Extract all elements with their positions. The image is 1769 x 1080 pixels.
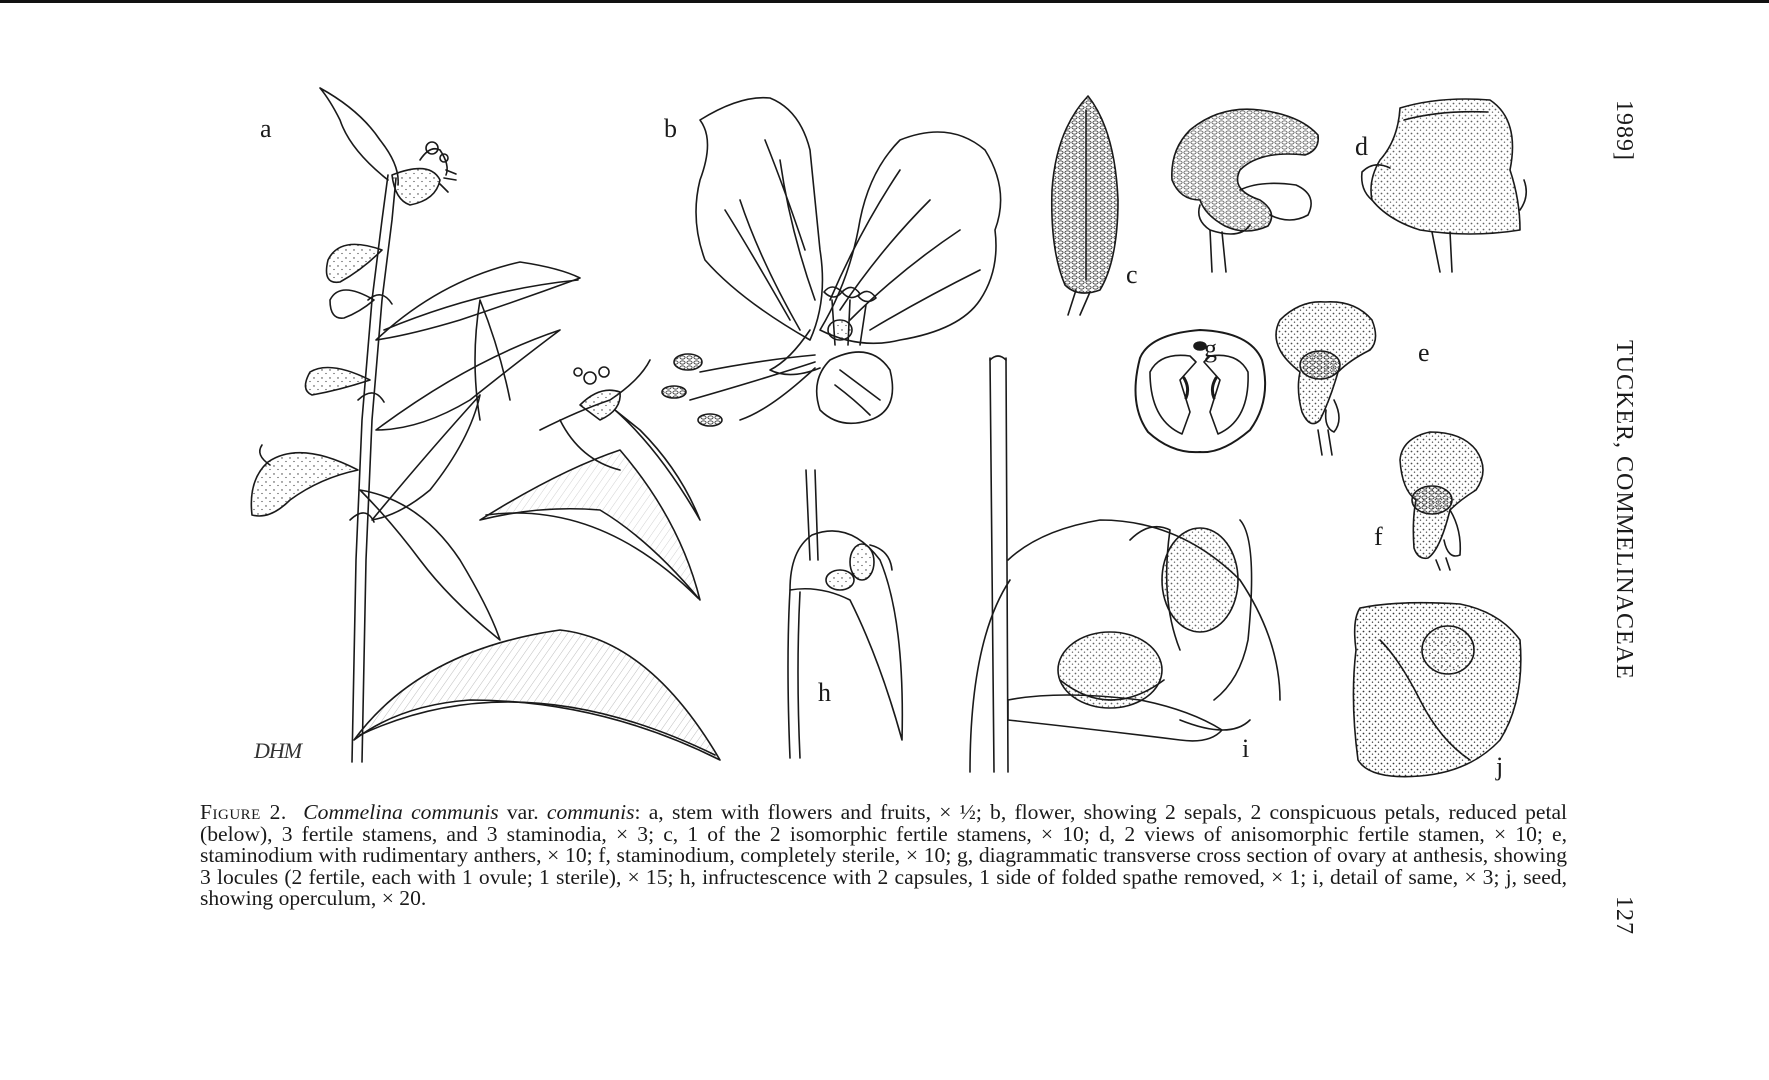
panel-a-plant-drawing xyxy=(251,88,720,762)
panel-i-detail-drawing xyxy=(970,356,1280,772)
panel-c-stamen-drawing xyxy=(1052,96,1118,315)
variety-name: communis xyxy=(546,800,635,824)
figure-number: Figure 2. xyxy=(200,800,287,824)
panel-d-stamen-drawing xyxy=(1172,99,1526,272)
panel-label-c: c xyxy=(1126,260,1138,289)
running-head-year: 1989] xyxy=(1611,100,1637,161)
panel-h-infructescence-drawing xyxy=(788,470,902,758)
panel-label-i: i xyxy=(1242,734,1250,763)
variety-prefix: var. xyxy=(498,800,547,824)
artist-initials: DHM xyxy=(254,738,302,763)
panel-label-f: f xyxy=(1374,522,1383,551)
running-head-title: TUCKER, COMMELINACEAE xyxy=(1611,340,1637,680)
panel-label-g: g xyxy=(1204,334,1217,363)
panel-j-seed-drawing xyxy=(1353,603,1520,777)
panel-b-flower-drawing xyxy=(662,98,1001,426)
figure-caption xyxy=(200,802,1567,910)
panel-label-b: b xyxy=(664,114,677,143)
panel-label-a: a xyxy=(260,114,272,143)
panel-label-e: e xyxy=(1418,338,1430,367)
species-name: Commelina communis xyxy=(303,800,499,824)
panel-g-ovary-section-drawing xyxy=(1136,330,1266,452)
panel-label-h: h xyxy=(818,678,831,707)
panel-e-staminodium-drawing xyxy=(1276,302,1376,455)
panel-f-staminodium-drawing xyxy=(1400,432,1483,570)
panel-label-d: d xyxy=(1355,132,1368,161)
page-number: 127 xyxy=(1611,896,1637,935)
panel-label-j: j xyxy=(1496,752,1504,781)
caption-text: : a, stem with flowers and fruits, × ½; b, flower, showing 2 sepals, 2 conspicuous petals, reduced petal (below), 3 fertile stamens, and 3 staminodia, × 3; c, 1 of the 2 isomorphic fertile stamens, × 10; d, 2 views of anisomorphic fertile stamen, × 10; e, staminodium with rudimentary anthers, × 10; f, staminodium, completely sterile, × 10; g, diagrammatic transverse cross section of ovary at anthesis, showing 3 locules (2 fertile, each with 1 ovule; 1 sterile), × 15; h, infructescence with 2 capsules, 1 side of folded spathe removed, × 1; i, detail of same, × 3; j, seed, showing operculum, × 20. xyxy=(200,800,1568,911)
